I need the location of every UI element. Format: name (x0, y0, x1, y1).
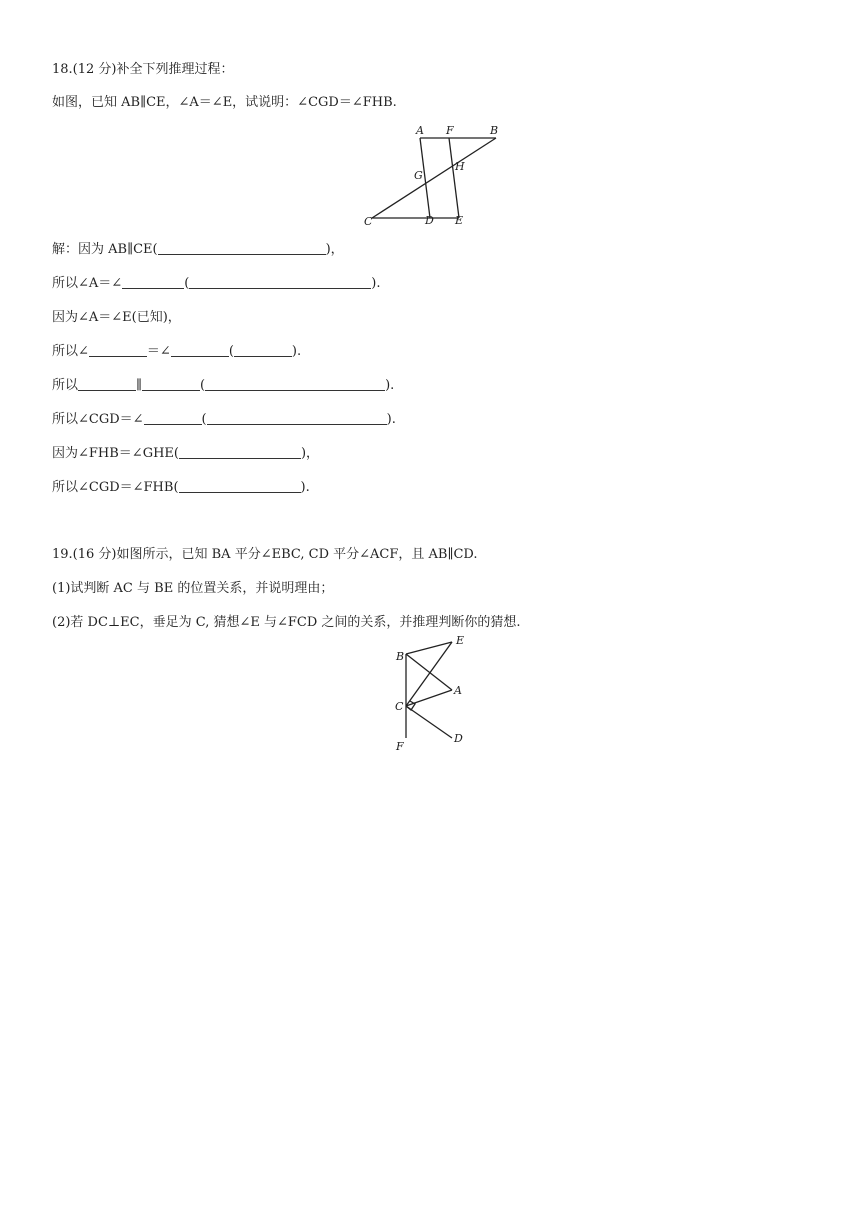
q19-part2: (2)若 DC⊥EC，垂足为 C, 猜想∠E 与∠FCD 之间的关系，并推理判断你的猜想. (52, 615, 521, 630)
segment-BA (406, 654, 452, 690)
answer-blank[interactable] (205, 376, 385, 391)
label-A: A (416, 124, 424, 137)
answer-blank[interactable] (234, 342, 292, 357)
label-B: B (396, 650, 405, 663)
q18-line-4: 所以∠ ＝∠ ( ). (52, 344, 302, 359)
label-F: F (446, 124, 454, 137)
label-A: A (454, 684, 462, 697)
label-D: D (454, 732, 463, 745)
q19-header: 19.(16 分)如图所示，已知 BA 平分∠EBC, CD 平分∠ACF，且 AB∥CD. (52, 547, 478, 562)
label-F: F (396, 740, 404, 753)
segment-FE (449, 138, 459, 218)
q18-figure (360, 122, 510, 228)
label-D: D (425, 214, 434, 227)
q19-part1: (1)试判断 AC 与 BE 的位置关系，并说明理由； (52, 581, 334, 596)
answer-blank[interactable] (207, 410, 387, 425)
segment-CA (406, 690, 452, 706)
label-E: E (455, 214, 464, 227)
q18-line-6: 所以∠CGD＝∠ ( ). (52, 412, 396, 427)
label-B: B (490, 124, 499, 137)
answer-blank[interactable] (179, 444, 301, 459)
answer-blank[interactable] (89, 342, 147, 357)
label-E: E (456, 634, 465, 647)
answer-blank[interactable] (179, 478, 301, 493)
q18-statement: 如图，已知 AB∥CE，∠A＝∠E，试说明：∠CGD＝∠FHB. (52, 95, 397, 110)
label-C: C (364, 215, 373, 228)
q18-line-2: 所以∠A＝∠ ( ). (52, 276, 381, 291)
answer-blank[interactable] (171, 342, 229, 357)
answer-blank[interactable] (142, 376, 200, 391)
answer-blank[interactable] (122, 274, 184, 289)
label-G: G (414, 169, 423, 182)
q18-header: 18.(12 分)补全下列推理过程： (52, 62, 234, 77)
answer-blank[interactable] (78, 376, 136, 391)
answer-blank[interactable] (158, 240, 326, 255)
segment-CB (372, 138, 496, 218)
q19-figure (388, 632, 478, 756)
segment-CD (406, 706, 452, 738)
label-H: H (455, 160, 465, 173)
q18-line-7: 因为∠FHB＝∠GHE( )， (52, 446, 320, 461)
answer-blank[interactable] (144, 410, 202, 425)
q18-line-5: 所以 ∥ ( ). (52, 378, 395, 393)
q18-line-8: 所以∠CGD＝∠FHB( ). (52, 480, 310, 495)
q18-line-1: 解：因为 AB∥CE( )， (52, 242, 344, 257)
answer-blank[interactable] (189, 274, 371, 289)
label-C: C (395, 700, 404, 713)
q18-line-3: 因为∠A＝∠E(已知)， (52, 310, 181, 325)
